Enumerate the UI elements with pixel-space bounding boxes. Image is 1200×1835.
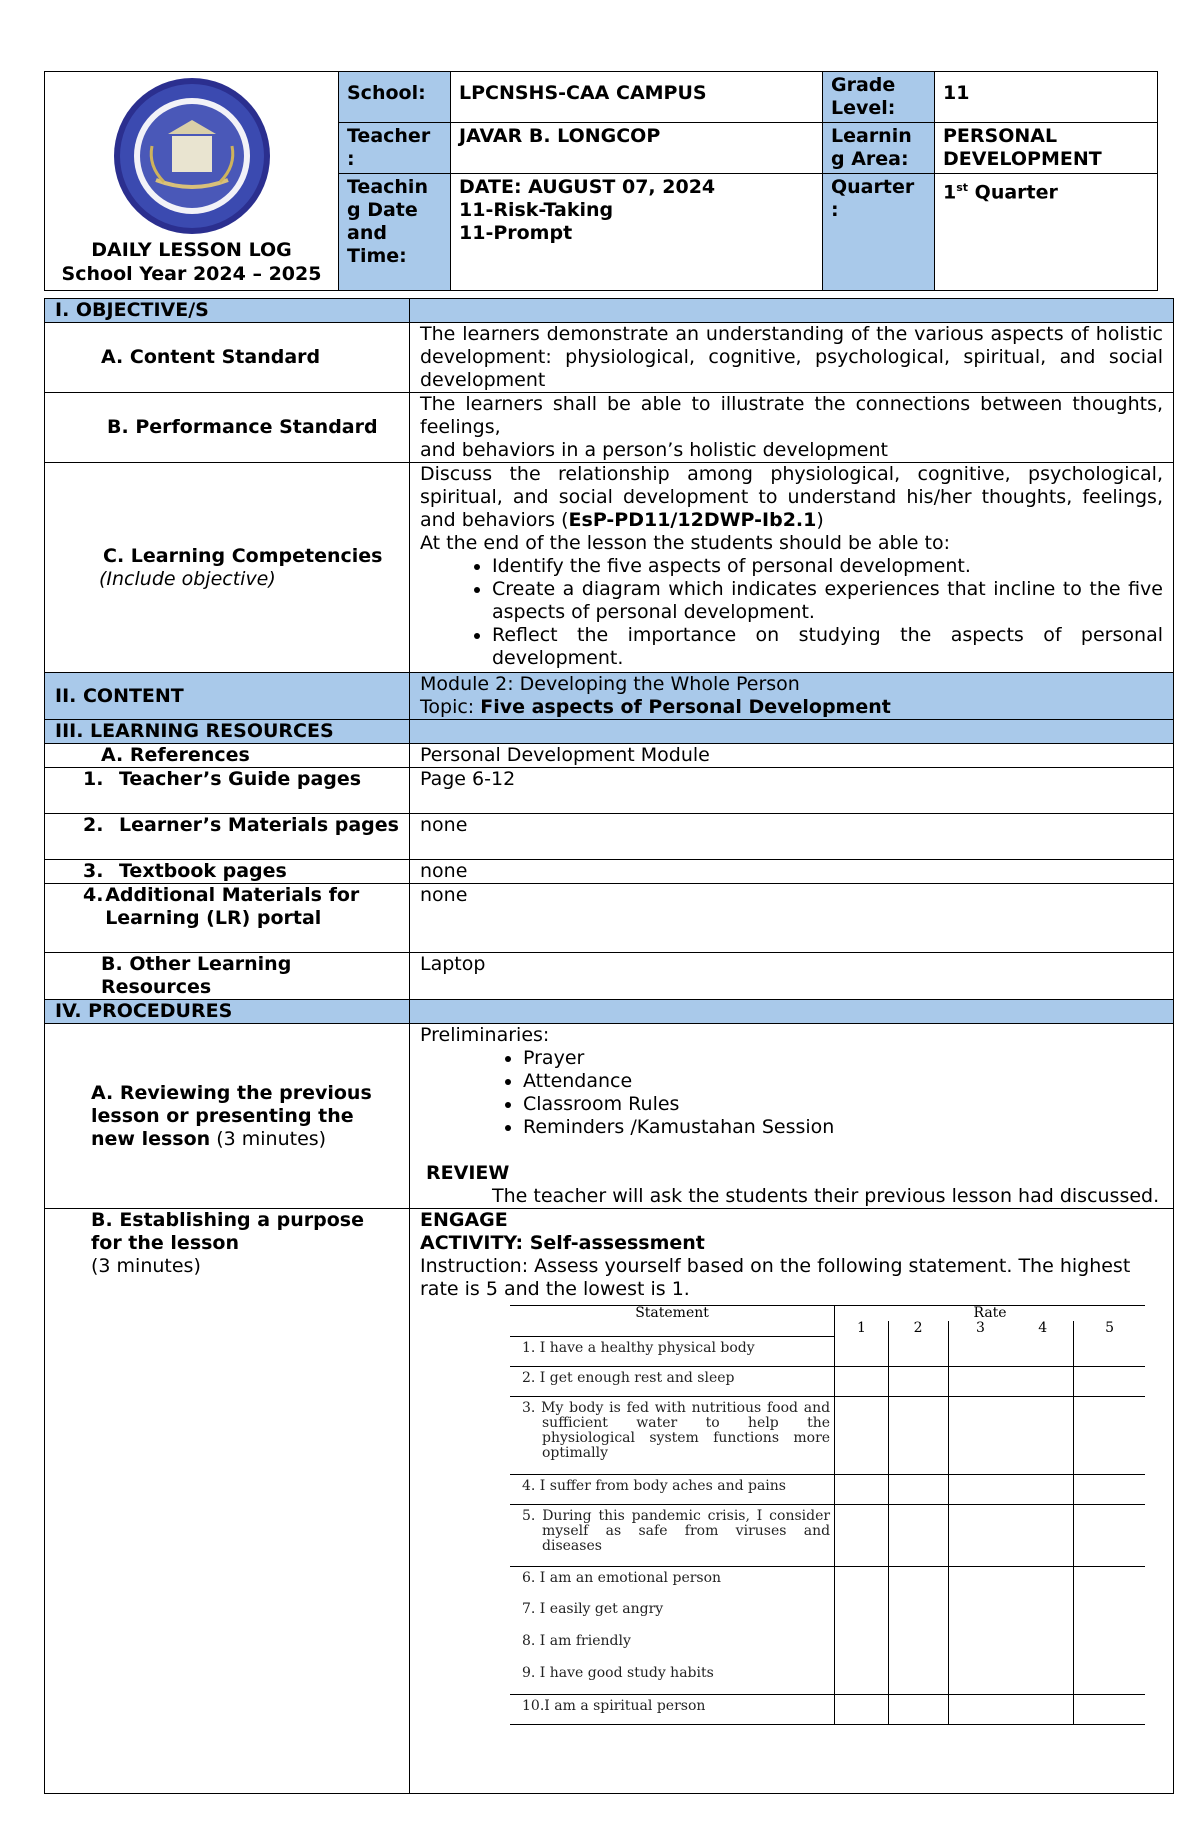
school-year: School Year 2024 – 2025: [61, 263, 322, 285]
rate-cell[interactable]: [1074, 1566, 1145, 1598]
quarter-value: 1st Quarter: [935, 174, 1158, 291]
table-row: 5. During this pandemic crisis, I consider myself as safe from viruses and diseases: [510, 1504, 835, 1566]
rate-cell[interactable]: [1074, 1366, 1145, 1396]
rate-cell[interactable]: [1012, 1630, 1073, 1662]
rate-cell[interactable]: [888, 1474, 948, 1504]
rate-cell[interactable]: [1074, 1598, 1145, 1630]
teacher-value: JAVAR B. LONGCOP: [451, 123, 823, 174]
other-resources-value: Laptop: [410, 953, 1174, 1000]
procedure-b-cell: [410, 1209, 1174, 1794]
rate-cell[interactable]: [888, 1694, 948, 1724]
performance-standard: The learners shall be able to illustrate the connections between thoughts, feelings, and behaviors in a person’s holistic development: [410, 393, 1174, 463]
rate-header: Rate: [835, 1306, 1145, 1322]
rate-cell[interactable]: [888, 1336, 948, 1366]
rate-cell[interactable]: [835, 1662, 889, 1694]
table-row: 1. I have a healthy physical body: [510, 1336, 835, 1366]
content-cell: Module 2: Developing the Whole Person Topic: Five aspects of Personal Development: [410, 673, 1174, 720]
lesson-log-table: [44, 298, 1174, 1794]
review-text: The teacher will ask the students their previous lesson had discussed.: [492, 1185, 1160, 1207]
section-line: 11-Risk-Taking: [459, 199, 614, 221]
date-label: Teachin g Date and Time:: [339, 174, 451, 291]
rate-cell[interactable]: [1074, 1504, 1145, 1566]
rate-cell[interactable]: [1074, 1474, 1145, 1504]
statement-header: Statement: [510, 1306, 835, 1337]
rate-cell[interactable]: [1074, 1694, 1145, 1724]
rate-cell[interactable]: [888, 1598, 948, 1630]
logo-cell: [45, 72, 339, 291]
references-label: A. References: [45, 744, 410, 768]
rate-cell[interactable]: [835, 1474, 889, 1504]
rate-col: 5: [1074, 1321, 1145, 1336]
rate-cell[interactable]: [1012, 1662, 1073, 1694]
resource-row-label: 4. Additional Materials for Learning (LR) portal: [45, 884, 410, 953]
header-table: [44, 71, 1158, 291]
table-row: 7. I easily get angry: [522, 1601, 664, 1617]
end-of-lesson-text: At the end of the lesson the students should be able to:: [420, 532, 951, 554]
teacher-label: Teacher :: [339, 123, 451, 174]
area-label: Learnin g Area:: [823, 123, 935, 174]
rate-cell[interactable]: [835, 1598, 889, 1630]
rate-cell[interactable]: [888, 1566, 948, 1598]
date-cell: [451, 174, 823, 291]
rate-cell[interactable]: [948, 1366, 1012, 1396]
engage-title: ENGAGE: [420, 1209, 508, 1231]
rate-cell[interactable]: [888, 1396, 948, 1474]
date-line: DATE: AUGUST 07, 2024: [459, 176, 716, 198]
rate-cell[interactable]: [835, 1336, 889, 1366]
review-title: REVIEW: [426, 1162, 510, 1184]
section-line: 11-Prompt: [459, 222, 573, 244]
log-title: DAILY LESSON LOG: [91, 239, 292, 261]
rate-cell[interactable]: [888, 1366, 948, 1396]
quarter-label: Quarter :: [823, 174, 935, 291]
list-item: • Create a diagram which indicates experiences that incline to the five aspects of personal development.: [492, 578, 1163, 624]
table-row: 8. I am friendly: [522, 1633, 631, 1649]
resource-row-value: none: [410, 814, 1174, 860]
grade-value: 11: [935, 72, 1158, 123]
rate-cell[interactable]: [835, 1566, 889, 1598]
school-seal-icon: [112, 76, 272, 236]
content-standard: The learners demonstrate an understanding of the various aspects of holistic development: physiological, cognitive, psychological, spiritual, and social development: [410, 323, 1174, 393]
procedure-a-label: A. Reviewing the previous lesson or presenting the new lesson (3 minutes): [45, 1024, 410, 1209]
rate-cell[interactable]: [835, 1694, 889, 1724]
instruction-text: Instruction: Assess yourself based on the following statement. The highest rate is 5 and the lowest is 1.: [420, 1255, 1131, 1300]
rate-cell[interactable]: [1012, 1336, 1073, 1366]
rate-cell[interactable]: [948, 1566, 1012, 1598]
list-item: • Attendance: [523, 1070, 1163, 1093]
other-resources-label: B. Other Learning Resources: [45, 953, 410, 1000]
rate-cell[interactable]: [1074, 1336, 1145, 1366]
resource-row-label: 3. Textbook pages: [45, 860, 410, 884]
rate-cell[interactable]: [835, 1366, 889, 1396]
rate-cell[interactable]: [835, 1504, 889, 1566]
activity-title: ACTIVITY: Self-assessment: [420, 1232, 705, 1254]
school-value: LPCNSHS-CAA CAMPUS: [451, 72, 823, 123]
rate-cell[interactable]: [1012, 1598, 1073, 1630]
performance-standard-label: B. Performance Standard: [45, 393, 410, 463]
table-row: 6. I am an emotional person: [522, 1569, 722, 1586]
procedure-a-cell: Preliminaries: • Prayer • Attendance • Classroom Rules • Reminders /Kamustahan Session REVIEW The teacher will ask the students their previous lesson had discussed.: [410, 1024, 1174, 1209]
resources-heading: III. LEARNING RESOURCES: [45, 720, 410, 744]
resource-row-value: Page 6-12: [410, 768, 1174, 814]
competencies-label: C. Learning Competencies (Include objective): [45, 463, 410, 673]
resource-row-value: none: [410, 884, 1174, 953]
grade-label: Grade Level:: [823, 72, 935, 123]
rate-col: 4: [1038, 1320, 1048, 1336]
competencies-cell: Discuss the relationship among physiological, cognitive, psychological, spiritual, and social development to understand his/her thoughts, feelings, and behaviors (EsP-PD11/12DWP-Ib2.1) At the end of the lesson the students should be able to: • Identify the five aspects of personal development. • Create a diagram which indicates experiences that incline to the five aspects of personal development. • Reflect the importance on studying the aspects of personal development.: [410, 463, 1174, 673]
rate-cell[interactable]: [888, 1630, 948, 1662]
rate-cell[interactable]: [1012, 1474, 1073, 1504]
table-row: 3. My body is fed with nutritious food and sufficient water to help the physiological system functions more optimally: [510, 1396, 835, 1474]
self-assessment-table: [510, 1305, 1145, 1725]
table-row: 9. I have good study habits: [510, 1662, 835, 1694]
content-heading: II. CONTENT: [45, 673, 410, 720]
resource-row-value: none: [410, 860, 1174, 884]
table-row: 10.I am a spiritual person: [510, 1694, 835, 1724]
list-item: • Reminders /Kamustahan Session: [523, 1116, 1163, 1139]
rate-col: 3: [948, 1321, 1012, 1336]
objective-list: [420, 555, 1163, 670]
rate-cell[interactable]: [1012, 1396, 1073, 1474]
rate-cell[interactable]: [888, 1662, 948, 1694]
rate-cell[interactable]: [948, 1598, 1012, 1630]
rate-cell[interactable]: [948, 1694, 1012, 1724]
list-item: • Classroom Rules: [523, 1093, 1163, 1116]
procedures-heading: IV. PROCEDURES: [45, 1000, 410, 1024]
rate-cell[interactable]: [948, 1474, 1012, 1504]
procedure-b-label: B. Establishing a purpose for the lesson (3 minutes): [45, 1209, 410, 1794]
rate-cell[interactable]: [948, 1336, 1012, 1366]
rate-cell[interactable]: [1074, 1630, 1145, 1662]
preliminaries-list: [420, 1047, 1163, 1139]
rate-cell[interactable]: [948, 1504, 1012, 1566]
rate-cell[interactable]: [1074, 1396, 1145, 1474]
rate-cell[interactable]: [888, 1504, 948, 1566]
resource-row-label: 2. Learner’s Materials pages: [45, 814, 410, 860]
list-item: • Reflect the importance on studying the aspects of personal development.: [492, 624, 1163, 670]
list-item: • Prayer: [523, 1047, 1163, 1070]
rate-cell[interactable]: [948, 1630, 1012, 1662]
area-value: PERSONAL DEVELOPMENT: [935, 123, 1158, 174]
rate-cell[interactable]: [948, 1396, 1012, 1474]
references-value: Personal Development Module: [410, 744, 1174, 768]
rate-cell[interactable]: [948, 1662, 1012, 1694]
table-row: 2. I get enough rest and sleep: [510, 1366, 835, 1396]
table-row: 4. I suffer from body aches and pains: [510, 1474, 835, 1504]
rate-col: 1: [835, 1321, 889, 1336]
rate-cell[interactable]: [1074, 1662, 1145, 1694]
rate-cell[interactable]: [1012, 1566, 1073, 1598]
objectives-heading: I. OBJECTIVE/S: [45, 299, 410, 323]
rate-cell[interactable]: [1012, 1504, 1073, 1566]
content-standard-label: A. Content Standard: [45, 323, 410, 393]
rate-cell[interactable]: [1012, 1366, 1073, 1396]
rate-col: 2: [888, 1321, 948, 1336]
school-label: School:: [339, 72, 451, 123]
rate-cell[interactable]: [1012, 1694, 1073, 1724]
rate-cell[interactable]: [835, 1630, 889, 1662]
resource-row-label: 1. Teacher’s Guide pages: [45, 768, 410, 814]
list-item: • Identify the five aspects of personal development.: [492, 555, 1163, 578]
rate-cell[interactable]: [835, 1396, 889, 1474]
